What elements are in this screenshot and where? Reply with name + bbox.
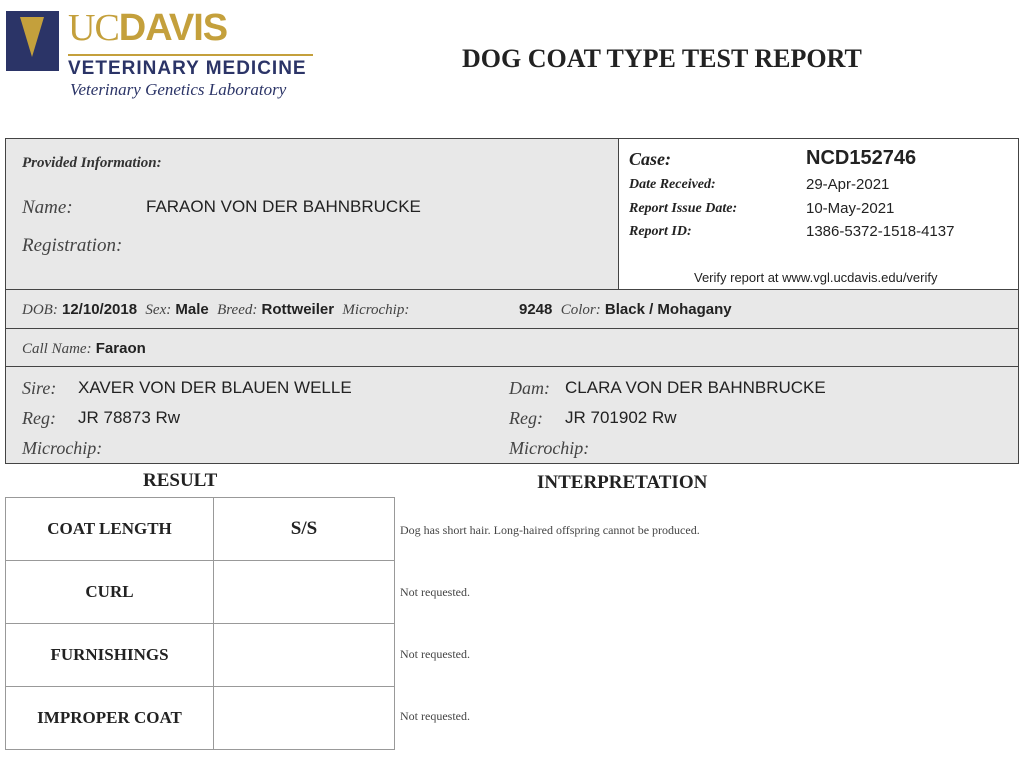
issue-label: Report Issue Date:: [629, 201, 738, 216]
provided-heading: Provided Information:: [22, 155, 162, 171]
dam-reg-label: Reg:: [509, 408, 543, 428]
interpretation-text: Dog has short hair. Long-haired offspring cannot be produced.: [400, 523, 700, 537]
sire-label: Sire:: [22, 378, 57, 398]
case-label: Case:: [629, 149, 671, 169]
table-row: [6, 624, 395, 687]
interpretation-text: Not requested.: [400, 585, 470, 599]
dam: CLARA VON DER BAHNBRUCKE: [565, 378, 826, 397]
sire-reg: JR 78873 Rw: [78, 408, 181, 427]
microchip-label: Microchip:: [342, 302, 410, 318]
breed: Rottweiler: [261, 301, 335, 318]
results-table: [5, 497, 395, 750]
dog-name: FARAON VON DER BAHNBRUCKE: [146, 197, 421, 216]
test-result: [214, 561, 395, 624]
parents-section: [5, 366, 1019, 464]
report-id-label: Report ID:: [629, 224, 692, 239]
test-name: IMPROPER COAT: [6, 687, 214, 750]
sire-chip-label: Microchip:: [22, 438, 103, 458]
color-label: Color:: [560, 302, 601, 318]
call-name-label: Call Name:: [22, 341, 92, 357]
issue-date: 10-May-2021: [806, 200, 895, 217]
sire: XAVER VON DER BLAUEN WELLE: [78, 378, 352, 397]
dam-reg: JR 701902 Rw: [565, 408, 677, 427]
dam-label: Dam:: [509, 378, 550, 398]
dob: 12/10/2018: [62, 301, 138, 318]
dam-chip-label: Microchip:: [509, 438, 590, 458]
case-number: NCD152746: [806, 147, 917, 169]
report-id: 1386-5372-1518-4137: [806, 223, 955, 240]
logo-ucdavis: UCDAVIS: [68, 7, 228, 49]
interpretation-heading: INTERPRETATION: [537, 472, 708, 493]
microchip: 9248: [519, 301, 553, 318]
sex: Male: [175, 301, 209, 318]
test-name: COAT LENGTH: [6, 498, 214, 561]
caduceus-logo-icon: [6, 11, 59, 71]
test-result: [214, 624, 395, 687]
breed-label: Breed:: [217, 302, 258, 318]
dob-label: DOB:: [22, 302, 58, 318]
table-row: [6, 687, 395, 750]
call-name-row: [5, 328, 1019, 367]
interpretation-text: Not requested.: [400, 709, 470, 723]
logo-lab: Veterinary Genetics Laboratory: [70, 80, 287, 99]
case-info: [618, 138, 1019, 290]
sire-reg-label: Reg:: [22, 408, 56, 428]
date-received: 29-Apr-2021: [806, 176, 890, 193]
color: Black / Mohagany: [604, 301, 732, 318]
table-row: [6, 498, 395, 561]
dog-details-row: [5, 289, 1019, 329]
table-row: [6, 561, 395, 624]
name-label: Name:: [22, 197, 73, 218]
received-label: Date Received:: [629, 177, 716, 192]
provided-info: [5, 138, 619, 290]
call-name: Faraon: [95, 340, 146, 357]
registration-label: Registration:: [22, 235, 123, 256]
page-title: DOG COAT TYPE TEST REPORT: [462, 44, 862, 73]
sex-label: Sex:: [145, 302, 172, 318]
test-result: [214, 687, 395, 750]
logo-vet-medicine: VETERINARY MEDICINE: [68, 54, 313, 80]
test-result: S/S: [214, 498, 395, 561]
interpretation-text: Not requested.: [400, 647, 470, 661]
test-name: FURNISHINGS: [6, 624, 214, 687]
result-heading: RESULT: [143, 470, 218, 491]
verify-link[interactable]: Verify report at www.vgl.ucdavis.edu/verify: [694, 270, 938, 285]
test-name: CURL: [6, 561, 214, 624]
